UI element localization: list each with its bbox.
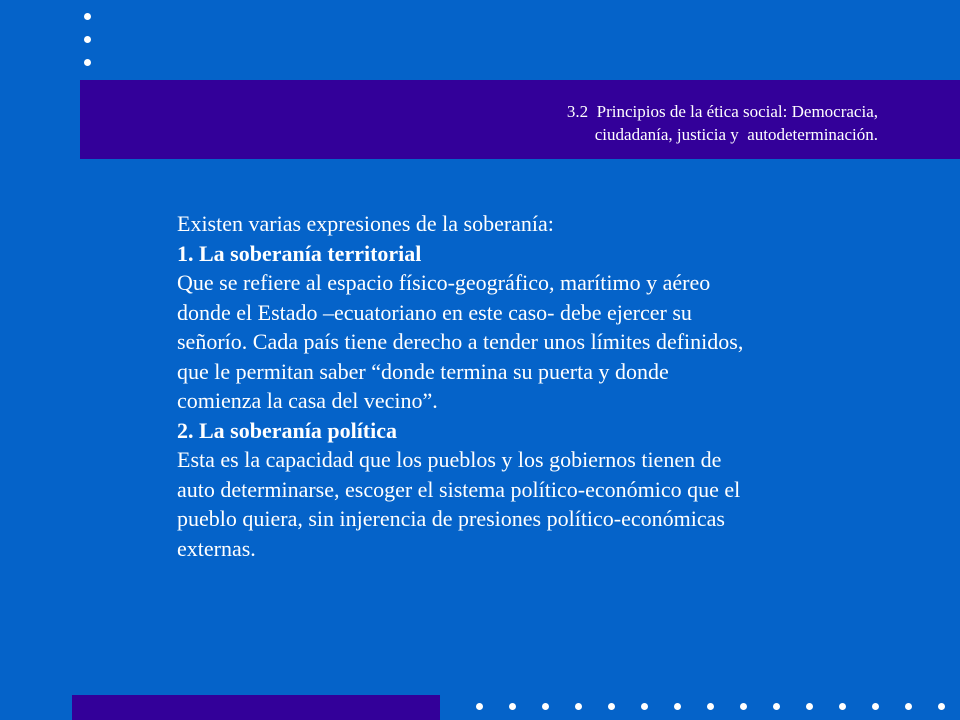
slide-title <box>567 100 878 146</box>
title-line-2: ciudadanía, justicia y autodeterminación. <box>594 125 878 144</box>
dot-icon <box>641 703 648 710</box>
dot-icon <box>839 703 846 710</box>
title-bar <box>80 80 960 159</box>
body-line: que le permitan saber “donde termina su puerta y donde <box>177 358 669 384</box>
dot-icon <box>905 703 912 710</box>
dot-icon <box>542 703 549 710</box>
dot-icon <box>872 703 879 710</box>
body-line: señorío. Cada país tiene derecho a tender unos límites definidos, <box>177 329 744 354</box>
dot-icon <box>806 703 813 710</box>
slide-body <box>177 209 897 563</box>
dot-icon <box>674 703 681 710</box>
body-line: pueblo quiera, sin injerencia de presiones político-económicas <box>177 506 725 531</box>
dot-icon <box>938 703 945 710</box>
heading-territorial: 1. La soberanía territorial <box>177 240 422 266</box>
body-line: Que se refiere al espacio físico-geográfico, marítimo y aéreo <box>177 270 711 295</box>
body-line: donde el Estado –ecuatoriano en este caso- debe ejercer su <box>177 299 692 325</box>
intro-text: Existen varias expresiones de la soberanía: <box>177 211 554 236</box>
dot-icon <box>509 703 516 710</box>
dot-icon <box>84 59 91 66</box>
dot-icon <box>476 703 483 710</box>
dot-icon <box>84 36 91 43</box>
title-line-1: 3.2 Principios de la ética social: Democracia, <box>566 102 878 121</box>
dot-icon <box>707 703 714 710</box>
body-line: auto determinarse, escoger el sistema político-económico que el <box>177 476 741 502</box>
dot-icon <box>608 703 615 710</box>
heading-politica: 2. La soberanía política <box>177 417 398 443</box>
bottom-bar <box>72 695 440 720</box>
body-line: externas. <box>177 535 256 561</box>
body-line: Esta es la capacidad que los pueblos y los gobiernos tienen de <box>177 447 722 472</box>
dot-icon <box>773 703 780 710</box>
dot-icon <box>740 703 747 710</box>
body-line: comienza la casa del vecino”. <box>177 388 438 413</box>
dot-icon <box>84 13 91 20</box>
dot-icon <box>575 703 582 710</box>
